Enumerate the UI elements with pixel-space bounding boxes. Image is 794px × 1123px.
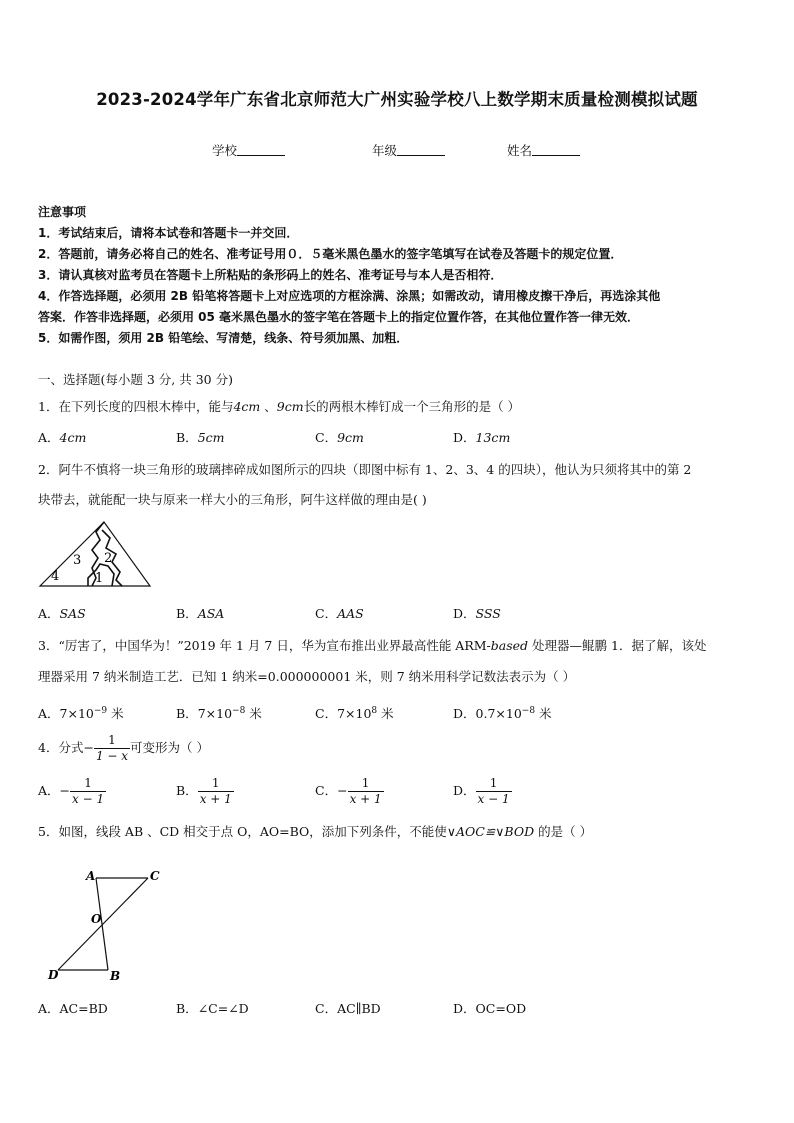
- q4-option-b[interactable]: [176, 776, 234, 807]
- option-fraction: [70, 776, 106, 807]
- q4-text-post: 可变形为（ ）: [130, 740, 210, 755]
- q3-text-a: 3．“厉害了，中国华为！”2019 年 1 月 7 日，华为宣布推出业界最高性能 ARM-: [38, 638, 491, 653]
- option-unit: 米: [107, 706, 124, 721]
- option-key: D．: [453, 430, 476, 445]
- q5-congruence-expr: ∨AOC≌∨BOD: [446, 824, 535, 839]
- option-exponent: −8: [232, 705, 246, 716]
- option-fraction: [198, 776, 234, 807]
- option-value: AAS: [337, 606, 364, 621]
- fraction-numerator: 1: [348, 776, 384, 792]
- fraction-denominator: x − 1: [72, 792, 105, 806]
- fraction-numerator: 1: [70, 776, 106, 792]
- option-key: D．: [453, 1001, 476, 1016]
- q5-option-d[interactable]: [453, 999, 526, 1017]
- q4-option-a[interactable]: [38, 776, 106, 807]
- option-value: 9cm: [337, 430, 364, 445]
- option-unit: 米: [245, 706, 262, 721]
- q1-stem-mid: 、: [260, 399, 277, 414]
- point-label-d: D: [48, 968, 59, 982]
- q4-option-c[interactable]: [315, 776, 384, 807]
- q3-option-b[interactable]: [176, 704, 262, 722]
- option-unit: 米: [535, 706, 552, 721]
- broken-triangle-figure: [36, 518, 156, 590]
- option-key: C．: [315, 783, 338, 798]
- option-key: D．: [453, 606, 476, 621]
- option-key: B．: [176, 1001, 198, 1016]
- fraction-denominator: x + 1: [349, 792, 382, 806]
- q1-stem-pre: 1．在下列长度的四根木棒中，能与: [38, 399, 234, 414]
- option-base: 7×10: [337, 706, 372, 721]
- option-key: B．: [176, 783, 198, 798]
- school-blank: [237, 142, 285, 156]
- option-base: 0.7×10: [475, 706, 522, 721]
- point-label-b: B: [110, 969, 121, 983]
- fraction-denominator: x + 1: [199, 792, 232, 806]
- q5-text-pre: 5．如图，线段 AB 、CD 相交于点 O，AO=BO，添加下列条件，不能使: [38, 824, 447, 839]
- piece-label-1: 1: [95, 571, 104, 586]
- piece-label-4: 4: [51, 569, 60, 584]
- question-3-line-1: [38, 636, 706, 654]
- piece-label-2: 2: [104, 551, 113, 566]
- option-exponent: 8: [371, 705, 378, 716]
- point-label-c: C: [150, 869, 160, 883]
- grade-label: 年级: [372, 143, 398, 158]
- q4-text-pre: 4．分式: [38, 740, 84, 755]
- option-key: B．: [176, 706, 198, 721]
- intersecting-segments-figure: [46, 864, 166, 988]
- option-key: C．: [315, 430, 338, 445]
- q4-option-d[interactable]: [453, 776, 512, 807]
- option-key: A．: [38, 1001, 60, 1016]
- question-5: [38, 822, 592, 840]
- fraction-denominator: 1 − x: [95, 749, 129, 763]
- question-1: [38, 397, 520, 415]
- fraction-numerator: 1: [198, 776, 234, 792]
- question-3-line-2: 理器采用 7 纳米制造工艺．已知 1 纳米=0.000000001 米，则 7 纳米用科学记数法表示为（ ）: [38, 669, 576, 684]
- grade-field: [372, 141, 445, 159]
- fraction-denominator: x − 1: [477, 792, 510, 806]
- school-field: [212, 141, 285, 159]
- q2-option-c[interactable]: [315, 604, 364, 622]
- option-value: 13cm: [475, 430, 511, 445]
- q5-text-post: 的是（ ）: [534, 824, 593, 839]
- option-key: C．: [315, 1001, 338, 1016]
- fraction-numerator: 1: [476, 776, 512, 792]
- school-label: 学校: [212, 143, 238, 158]
- point-label-a: A: [86, 869, 96, 883]
- q3-option-d[interactable]: [453, 704, 552, 722]
- option-value: OC=OD: [475, 1001, 527, 1016]
- q4-sign: −: [83, 740, 94, 755]
- q1-option-b[interactable]: [176, 428, 225, 446]
- point-label-o: O: [91, 912, 102, 926]
- q1-length-b: 9cm: [276, 399, 304, 414]
- q2-option-d[interactable]: [453, 604, 501, 622]
- question-2-line-1: 2．阿牛不慎将一块三角形的玻璃摔碎成如图所示的四块（即图中标有 1、2、3、4 的四块），他认为只须将其中的第 2: [38, 462, 692, 477]
- option-key: D．: [453, 783, 476, 798]
- q3-text-c: 处理器—鲲鹏 1．据了解，该处: [528, 638, 707, 653]
- option-value: SSS: [475, 606, 501, 621]
- q2-option-b[interactable]: [176, 604, 224, 622]
- note-item: 2．答题前，请务必将自己的姓名、准考证号用０．５毫米黑色墨水的签字笔填写在试卷及答题卡的规定位置．: [38, 247, 623, 261]
- option-exponent: −9: [93, 705, 108, 716]
- option-value: ∠C=∠D: [197, 1001, 249, 1016]
- q5-option-c[interactable]: [315, 999, 381, 1017]
- option-key: C．: [315, 606, 338, 621]
- note-item: 4．作答选择题，必须用 2B 铅笔将答题卡上对应选项的方框涂满、涂黑；如需改动，请用橡皮擦干净后，再选涂其他: [38, 289, 661, 303]
- option-unit: 米: [377, 706, 394, 721]
- note-item: 5．如需作图，须用 2B 铅笔绘、写清楚，线条、符号须加黑、加粗．: [38, 331, 409, 345]
- note-item: 1．考试结束后，请将本试卷和答题卡一并交回．: [38, 226, 299, 240]
- q4-fraction: [94, 733, 130, 764]
- option-sign: −: [337, 783, 348, 798]
- name-label: 姓名: [507, 143, 533, 158]
- note-item: 答案．作答非选择题，必须用 05 毫米黑色墨水的签字笔在答题卡上的指定位置作答，在其他位置作答一律无效．: [38, 310, 640, 324]
- q1-length-a: 4cm: [233, 399, 261, 414]
- option-value: SAS: [59, 606, 86, 621]
- option-key: D．: [453, 706, 476, 721]
- option-value: 4cm: [59, 430, 87, 445]
- piece-label-3: 3: [73, 553, 82, 568]
- option-key: A．: [38, 706, 60, 721]
- question-2-line-2: 块带去，就能配一块与原来一样大小的三角形，阿牛这样做的理由是( ): [38, 492, 427, 507]
- option-exponent: −8: [521, 705, 536, 716]
- question-4: [38, 733, 209, 764]
- option-base: 7×10: [197, 706, 233, 721]
- fraction-numerator: 1: [94, 733, 130, 749]
- option-value: ASA: [197, 606, 225, 621]
- option-key: A．: [38, 783, 60, 798]
- option-base: 7×10: [59, 706, 94, 721]
- page-title: 2023-2024学年广东省北京师范大广州实验学校八上数学期末质量检测模拟试题: [96, 90, 698, 109]
- q5-option-a[interactable]: [38, 999, 108, 1017]
- option-key: A．: [38, 606, 60, 621]
- q3-option-c[interactable]: [315, 704, 394, 722]
- option-key: A．: [38, 430, 60, 445]
- option-fraction: [476, 776, 512, 807]
- q1-stem-post: 长的两根木棒钉成一个三角形的是（ ）: [303, 399, 521, 414]
- option-fraction: [348, 776, 384, 807]
- q1-option-c[interactable]: [315, 428, 364, 446]
- option-sign: −: [59, 783, 71, 798]
- option-value: 5cm: [197, 430, 225, 445]
- option-key: C．: [315, 706, 338, 721]
- name-field: [507, 141, 580, 159]
- section-heading: 一、选择题(每小题 3 分, 共 30 分): [38, 372, 233, 387]
- option-key: B．: [176, 606, 198, 621]
- q5-option-b[interactable]: [176, 999, 249, 1017]
- q1-option-a[interactable]: [38, 428, 86, 446]
- option-value: AC∥BD: [337, 1001, 381, 1016]
- name-blank: [532, 142, 580, 156]
- option-key: B．: [176, 430, 198, 445]
- q1-option-d[interactable]: [453, 428, 510, 446]
- grade-blank: [397, 142, 445, 156]
- notes-title: 注意事项: [38, 205, 87, 219]
- q2-option-a[interactable]: [38, 604, 86, 622]
- note-item: 3．请认真核对监考员在答题卡上所粘贴的条形码上的姓名、准考证号与本人是否相符．: [38, 268, 503, 282]
- option-value: AC=BD: [59, 1001, 108, 1016]
- q3-text-b: based: [490, 638, 529, 653]
- q3-option-a[interactable]: [38, 704, 124, 722]
